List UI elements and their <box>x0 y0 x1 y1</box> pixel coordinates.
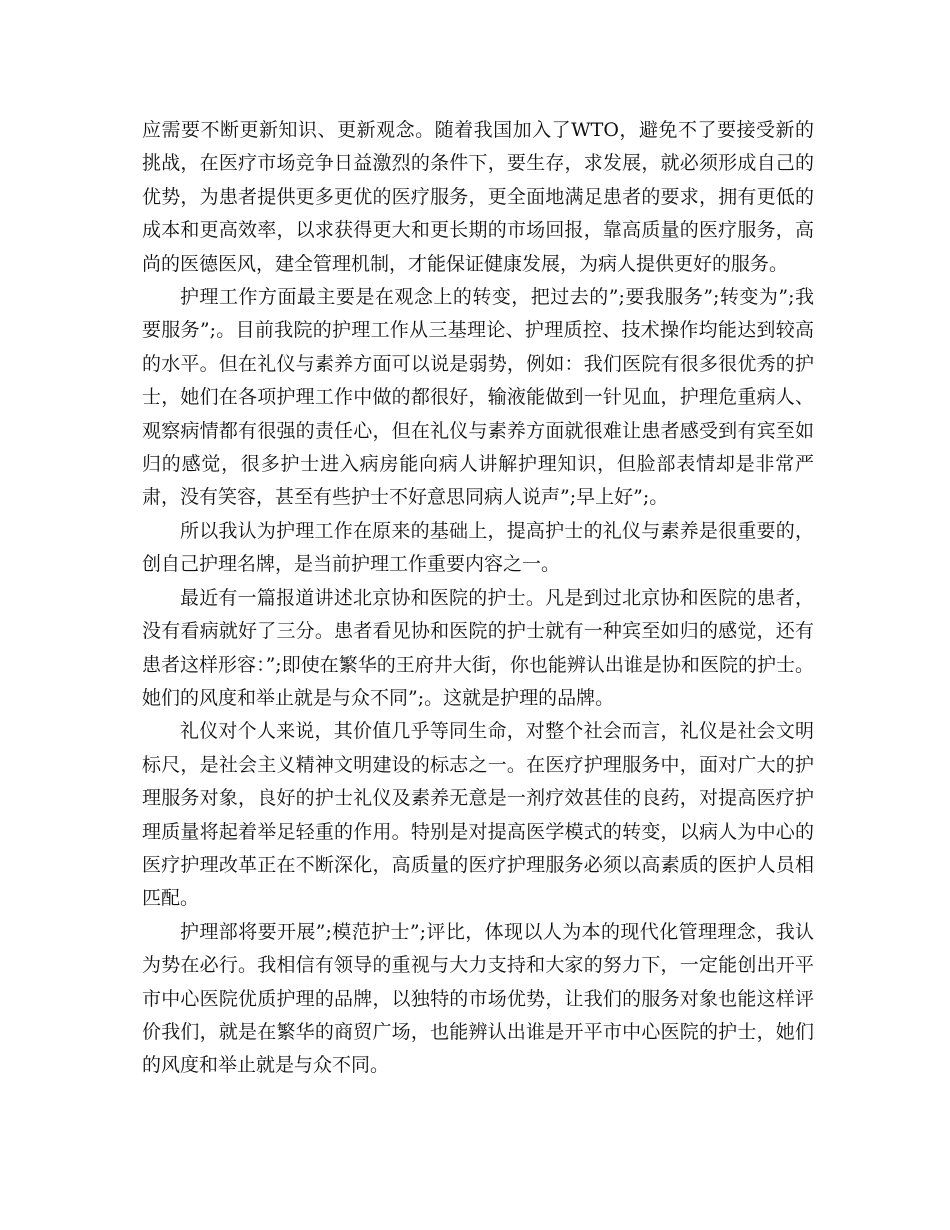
paragraph-2: 护理工作方面最主要是在观念上的转变，把过去的”;要我服务”;转变为”;我要服务”;。目前我院的护理工作从三基理论、护理质控、技术操作均能达到较高的水平。但在礼仪与素养方面可以说是弱势，例如：我们医院有很多很优秀的护士，她们在各项护理工作中做的都很好，输液能做到一针见血，护理危重病人、观察病情都有很强的责任心，但在礼仪与素养方面就很难让患者感受到有宾至如归的感觉，很多护士进入病房能向病人讲解护理知识，但脸部表情却是非常严肃，没有笑容，甚至有些护士不好意思同病人说声”;早上好”;。 <box>142 286 814 509</box>
paragraph-3: 所以我认为护理工作在原来的基础上，提高护士的礼仪与素养是很重要的，创自己护理名牌，是当前护理工作重要内容之一。 <box>142 519 814 576</box>
paragraph-4: 最近有一篇报道讲述北京协和医院的护士。凡是到过北京协和医院的患者，没有看病就好了三分。患者看见协和医院的护士就有一种宾至如归的感觉，还有患者这样形容：”;即使在繁华的王府井大街，你也能辨认出谁是协和医院的护士。她们的风度和举止就是与众不同”;。这就是护理的品牌。 <box>142 586 814 709</box>
paragraph-1: 应需要不断更新知识、更新观念。随着我国加入了WTO，避免不了要接受新的挑战，在医疗市场竞争日益激烈的条件下，要生存，求发展，就必须形成自己的优势，为患者提供更多更优的医疗服务，更全面地满足患者的要求，拥有更低的成本和更高效率，以求获得更大和更长期的市场回报，靠高质量的医疗服务，高尚的医德医风，建全管理机制，才能保证健康发展，为病人提供更好的服务。 <box>142 119 814 275</box>
paragraph-5: 礼仪对个人来说，其价值几乎等同生命，对整个社会而言，礼仪是社会文明标尺，是社会主义精神文明建设的标志之一。在医疗护理服务中，面对广大的护理服务对象，良好的护士礼仪及素养无意是一剂疗效甚佳的良药，对提高医疗护理质量将起着举足轻重的作用。特别是对提高医学模式的转变，以病人为中心的医疗护理改革正在不断深化，高质量的医疗护理服务必须以高素质的医护人员相匹配。 <box>142 720 814 910</box>
document-body <box>142 114 814 1083</box>
paragraph-6: 护理部将要开展”;模范护士”;评比，体现以人为本的现代化管理理念，我认为势在必行。我相信有领导的重视与大力支持和大家的努力下，一定能创出开平市中心医院优质护理的品牌，以独特的市场优势，让我们的服务对象也能这样评价我们，就是在繁华的商贸广场，也能辨认出谁是开平市中心医院的护士，她们的风度和举止就是与众不同。 <box>142 920 814 1077</box>
